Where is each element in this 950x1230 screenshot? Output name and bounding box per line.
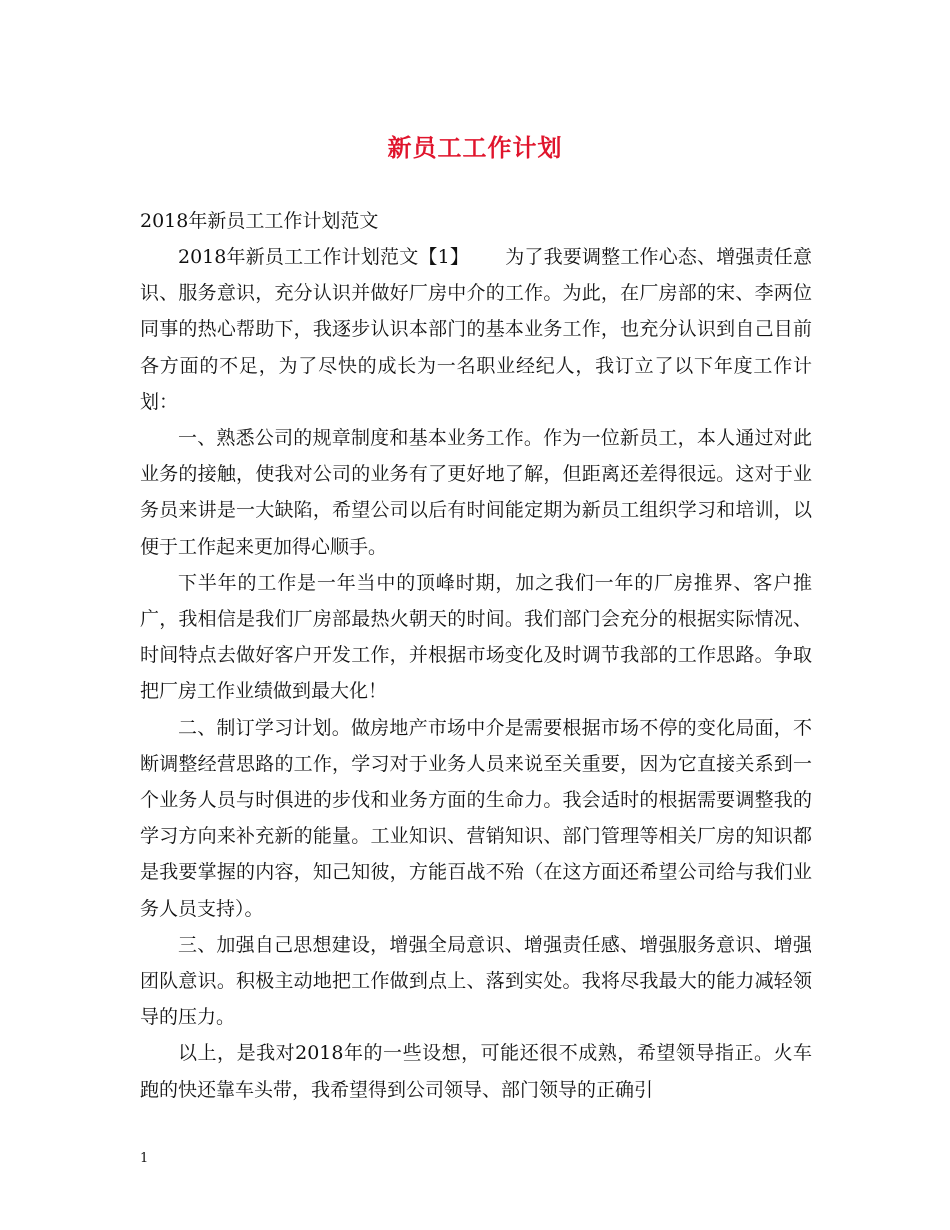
paragraph-5: 三、加强自己思想建设，增强全局意识、增强责任感、增强服务意识、增强团队意识。积极主动地把工作做到点上、落到实处。我将尽我最大的能力减轻领导的压力。 [140, 933, 812, 1029]
page-number: 1 [140, 1151, 149, 1166]
paragraph-1 [140, 239, 812, 420]
document-subtitle: 2018年新员工工作计划范文 [140, 210, 379, 232]
paragraph-3: 下半年的工作是一年当中的顶峰时期，加之我们一年的厂房推界、客户推广，我相信是我们厂房部最热火朝天的时间。我们部门会充分的根据实际情况、时间特点去做好客户开发工作，并根据市场变化及时调节我部的工作思路。争取把厂房工作业绩做到最大化！ [140, 571, 812, 703]
paragraph-2: 一、熟悉公司的规章制度和基本业务工作。作为一位新员工，本人通过对此业务的接触，使我对公司的业务有了更好地了解，但距离还差得很远。这对于业务员来讲是一大缺陷，希望公司以后有时间能定期为新员工组织学习和培训，以便于工作起来更加得心顺手。 [140, 427, 812, 558]
paragraph-1-text: 为了我要调整工作心态、增强责任意识、服务意识，充分认识并做好厂房中介的工作。为此，在厂房部的宋、李两位同事的热心帮助下，我逐步认识本部门的基本业务工作，也充分认识到自己目前各方面的不足，为了尽快的成长为一名职业经纪人，我订立了以下年度工作计划： [140, 246, 812, 413]
document-title: 新员工工作计划 [387, 133, 563, 162]
paragraph-6: 以上，是我对2018年的一些设想，可能还很不成熟，希望领导指正。火车跑的快还靠车头带，我希望得到公司领导、部门领导的正确引 [140, 1042, 812, 1101]
document-body [140, 239, 812, 1108]
paragraph-1-lead: 2018年新员工工作计划范文【1】 [178, 246, 470, 268]
paragraph-4: 二、制订学习计划。做房地产市场中介是需要根据市场不停的变化局面，不断调整经营思路的工作，学习对于业务人员来说至关重要，因为它直接关系到一个业务人员与时俱进的步伐和业务方面的生命力。我会适时的根据需要调整我的学习方向来补充新的能量。工业知识、营销知识、部门管理等相关厂房的知识都是我要掌握的内容，知己知彼，方能百战不殆（在这方面还希望公司给与我们业务人员支持）。 [140, 716, 812, 920]
